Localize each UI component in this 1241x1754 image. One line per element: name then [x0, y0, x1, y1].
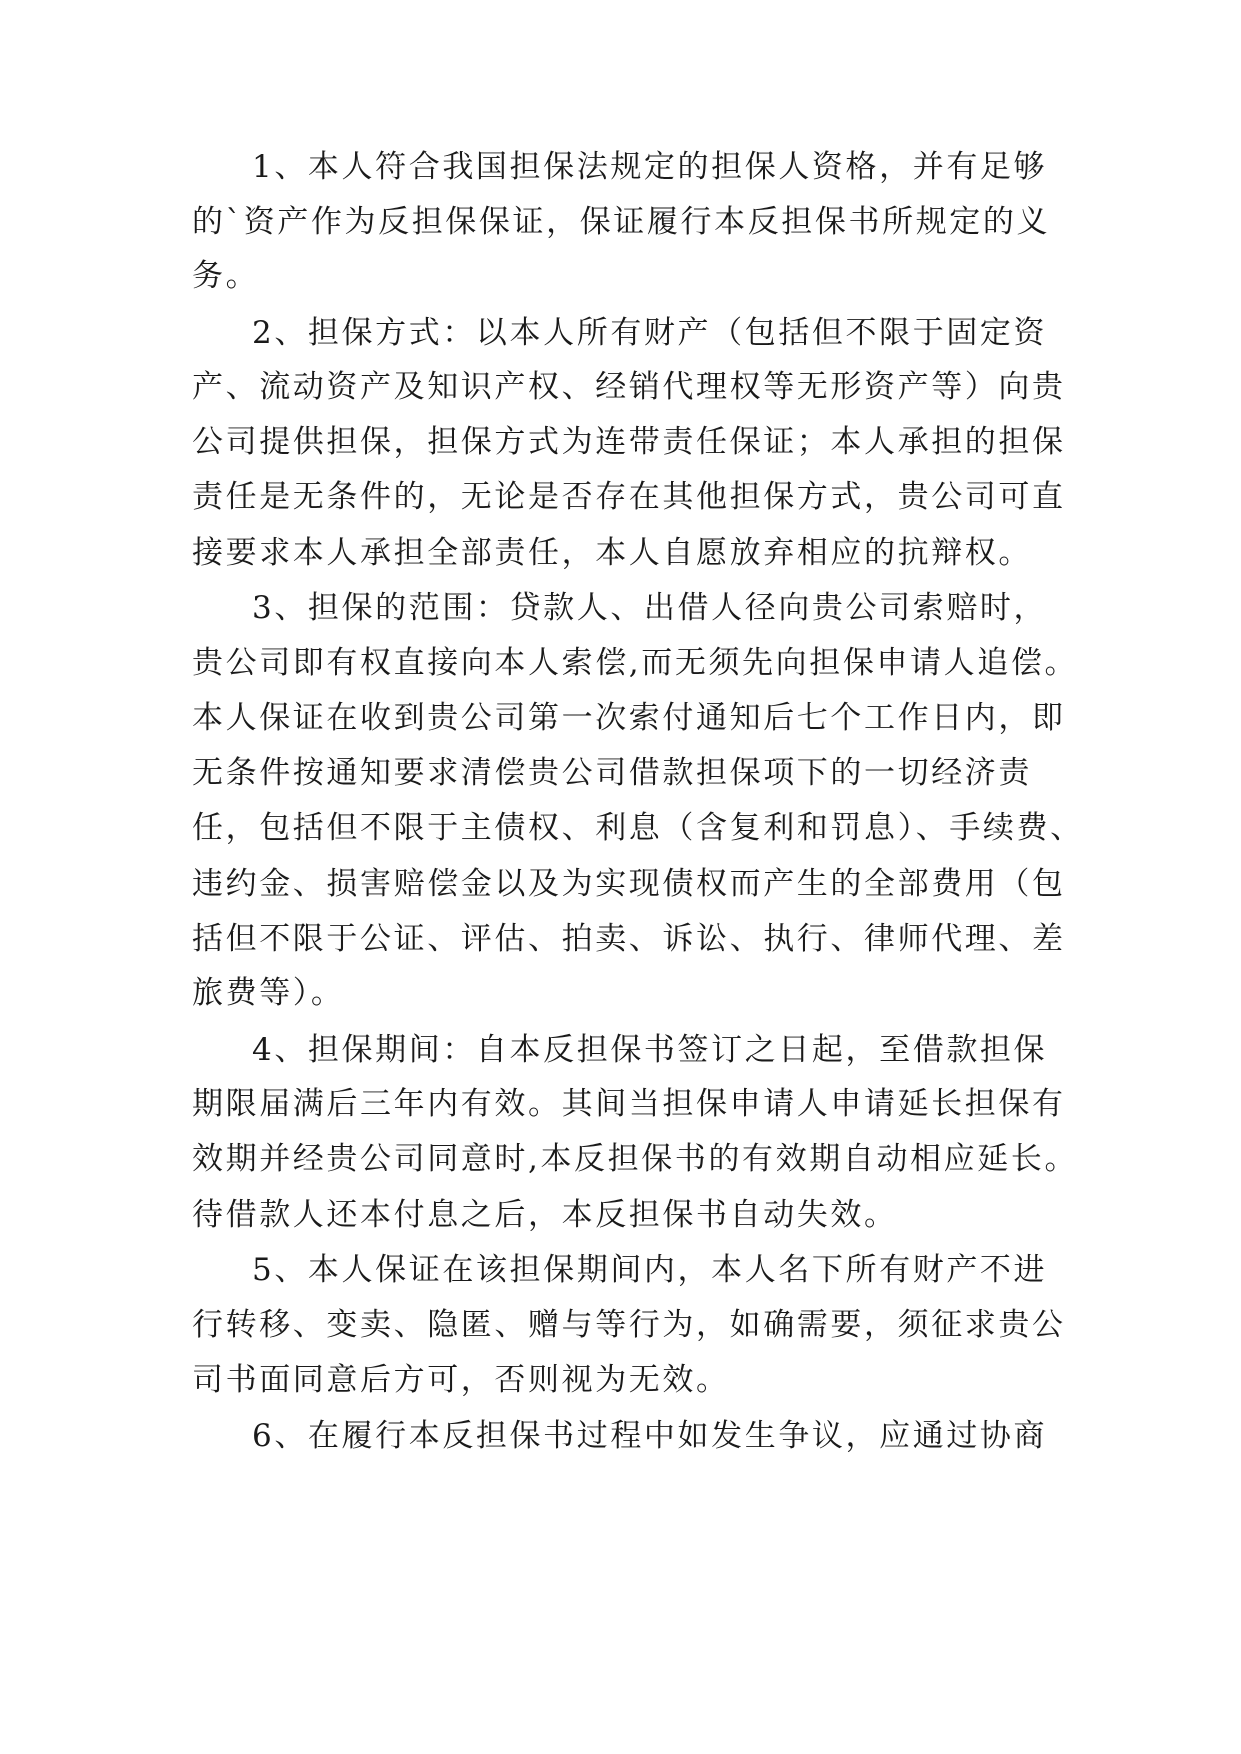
text-line: 效期并经贵公司同意时,本反担保书的有效期自动相应延长。	[192, 1141, 1079, 1177]
text-line: 6、在履行本反担保书过程中如发生争议，应通过协商	[252, 1418, 1048, 1454]
text-line: 无条件按通知要求清偿贵公司借款担保项下的一切经济责	[192, 755, 1032, 791]
text-line: 本人保证在收到贵公司第一次索付通知后七个工作日内，即	[192, 700, 1066, 736]
text-line: 括但不限于公证、评估、拍卖、诉讼、执行、律师代理、差	[192, 921, 1066, 957]
text-line: 接要求本人承担全部责任，本人自愿放弃相应的抗辩权。	[192, 535, 1032, 571]
text-line: 5、本人保证在该担保期间内，本人名下所有财产不进	[252, 1252, 1048, 1288]
text-line: 行转移、变卖、隐匿、赠与等行为，如确需要，须征求贵公	[192, 1307, 1066, 1343]
text-line: 任，包括但不限于主债权、利息（含复利和罚息）、手续费、	[192, 810, 1084, 846]
text-line: 公司提供担保，担保方式为连带责任保证；本人承担的担保	[192, 424, 1066, 460]
text-line: 3、担保的范围：贷款人、出借人径向贵公司索赔时，	[252, 590, 1048, 626]
text-line: 待借款人还本付息之后，本反担保书自动失效。	[192, 1197, 898, 1233]
text-line: 务。	[192, 258, 260, 294]
text-line: 贵公司即有权直接向本人索偿,而无须先向担保申请人追偿。	[192, 645, 1079, 681]
text-line: 的`资产作为反担保保证，保证履行本反担保书所规定的义	[192, 204, 1051, 240]
text-line: 违约金、损害赔偿金以及为实现债权而产生的全部费用（包	[192, 866, 1066, 902]
text-line: 期限届满后三年内有效。其间当担保申请人申请延长担保有	[192, 1086, 1066, 1122]
text-line: 旅费等）。	[192, 975, 345, 1011]
text-line: 产、流动资产及知识产权、经销代理权等无形资产等）向贵	[192, 369, 1066, 405]
text-line: 1、本人符合我国担保法规定的担保人资格，并有足够	[252, 149, 1048, 185]
text-line: 4、担保期间：自本反担保书签订之日起，至借款担保	[252, 1032, 1048, 1068]
text-line: 责任是无条件的，无论是否存在其他担保方式，贵公司可直	[192, 479, 1066, 515]
text-line: 2、担保方式：以本人所有财产（包括但不限于固定资	[252, 315, 1048, 351]
text-line: 司书面同意后方可，否则视为无效。	[192, 1362, 730, 1398]
